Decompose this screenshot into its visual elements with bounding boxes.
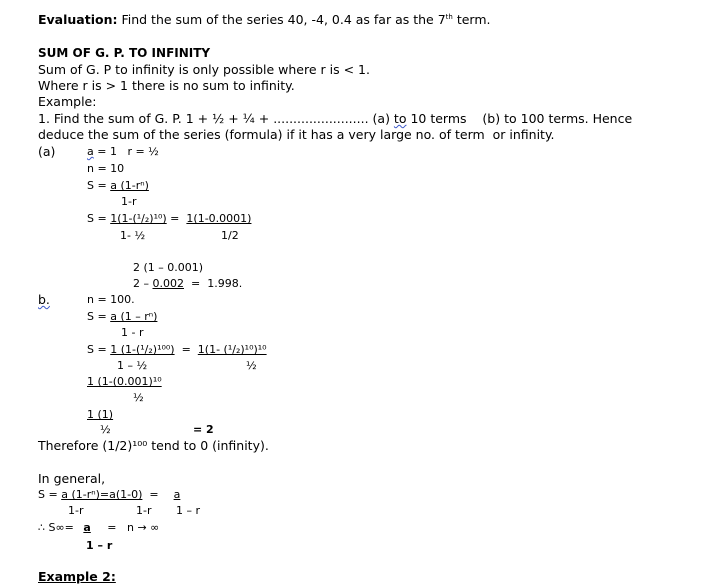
part-a-sub-eq: =	[166, 212, 187, 225]
part-a-sub-num: 1(1-(¹/₂)¹⁰)	[110, 212, 167, 225]
part-a-result-2b: 0.002	[152, 277, 184, 290]
part-b-step3-den: ½	[133, 391, 144, 404]
question-part-2: to	[393, 111, 407, 126]
evaluation-sup: th	[445, 13, 453, 21]
part-a-formula-den: 1-r	[121, 195, 137, 208]
part-b-sub	[87, 342, 267, 357]
part-b-formula-den: 1 - r	[121, 326, 144, 339]
part-b-sub-eq: =	[174, 343, 198, 356]
part-b-sub-num2: 1(1- (¹/₂)¹⁰)¹⁰	[197, 343, 267, 356]
part-b-sub-pre: S =	[87, 343, 111, 356]
infinity-den: 1 – r	[86, 539, 113, 552]
part-a-result-2a: 2 –	[133, 277, 153, 290]
question-part-3: 10 terms (b) to 100 terms. Hence	[406, 111, 633, 126]
part-b-sub-den2: ½	[246, 359, 257, 372]
part-b-step4-result: = 2	[193, 423, 214, 436]
general-formula-num3: a	[173, 488, 181, 501]
part-b-sub-num: 1 (1-(¹/₂)¹⁰⁰)	[110, 343, 175, 356]
evaluation-line	[38, 12, 490, 27]
infinity-eq: = n → ∞	[96, 521, 160, 534]
part-a-sub-pre: S =	[87, 212, 111, 225]
part-a-result-1: 2 (1 – 0.001)	[133, 261, 204, 274]
part-a-values	[87, 144, 159, 159]
part-a-sub	[87, 211, 251, 226]
part-b-formula	[87, 309, 157, 324]
general-den-2: 1-r	[136, 504, 152, 517]
example-2-label: Example 2:	[38, 569, 116, 584]
section-heading: SUM OF G. P. TO INFINITY	[38, 46, 211, 60]
general-den-1: 1-r	[68, 504, 84, 517]
part-b-formula-num: a (1 – rⁿ)	[110, 310, 158, 323]
part-a-sub-den: 1- ½	[120, 229, 146, 242]
infinity-pre: ∴ S∞=	[38, 521, 78, 534]
part-b-step4-num: 1 (1)	[87, 408, 114, 421]
part-a-a: a	[87, 145, 94, 158]
general-title: In general,	[38, 471, 106, 486]
part-a-result-2	[133, 276, 242, 291]
evaluation-label: Evaluation:	[38, 12, 118, 27]
part-b-step3-num: 1 (1-(0.001)¹⁰	[87, 375, 162, 388]
part-a-n: n = 10	[87, 162, 125, 175]
part-a-sub-num2: 1(1-0.0001)	[186, 212, 252, 225]
general-formula-num: a (1-rⁿ)=a(1-0)	[61, 488, 143, 501]
part-b-n: n = 100.	[87, 293, 135, 306]
part-a-sub-den2: 1/2	[221, 229, 239, 242]
question-line-1	[38, 111, 632, 126]
general-formula	[38, 487, 188, 502]
part-a-result-2c: = 1.998.	[184, 277, 243, 290]
question-line-2: deduce the sum of the series (formula) if it has a very large no. of term or infinity.	[38, 127, 555, 142]
infinity-num: a	[83, 521, 91, 534]
part-a-values-rest: = 1 r = ½	[93, 145, 159, 158]
example-label: Example:	[38, 94, 97, 109]
part-b-step4-den: ½	[100, 423, 111, 436]
therefore-line: Therefore (1/2)¹⁰⁰ tend to 0 (infinity).	[38, 438, 269, 453]
general-den-3: 1 – r	[176, 504, 201, 517]
part-b-label: b.	[38, 292, 50, 307]
part-b-formula-pre: S =	[87, 310, 111, 323]
part-a-formula-num: a (1-rⁿ)	[110, 179, 149, 192]
general-formula-eq: =	[142, 488, 166, 501]
infinity-formula	[38, 520, 159, 535]
part-b-sub-den: 1 – ½	[117, 359, 148, 372]
question-part-1: 1. Find the sum of G. P. 1 + ½ + ¼ + ........................ (a)	[38, 111, 394, 126]
part-a-label: (a)	[38, 144, 56, 159]
evaluation-text: Find the sum of the series 40, -4, 0.4 as far as the 7	[117, 12, 446, 27]
intro-line-2: Where r is > 1 there is no sum to infinity.	[38, 78, 295, 93]
part-a-formula-pre: S =	[87, 179, 111, 192]
part-a-formula	[87, 178, 149, 193]
evaluation-end: term.	[452, 12, 491, 27]
intro-line-1: Sum of G. P to infinity is only possible where r is < 1.	[38, 62, 370, 77]
general-formula-pre: S =	[38, 488, 62, 501]
